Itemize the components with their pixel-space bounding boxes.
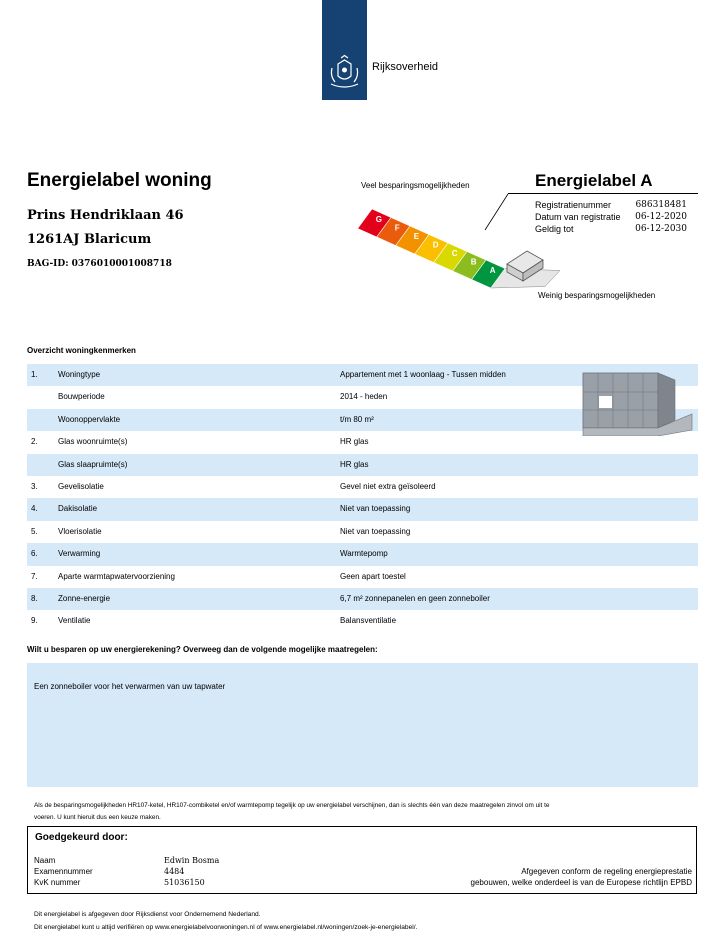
feature-number: 3. (31, 482, 38, 491)
feature-row (27, 454, 698, 476)
feature-name: Aparte warmtapwatervoorziening (58, 571, 175, 581)
feature-row (27, 476, 698, 498)
feature-value: 6,7 m² zonnepanelen en geen zonneboiler (340, 594, 490, 603)
feature-value: Warmtepomp (340, 549, 388, 559)
feature-row (27, 588, 698, 610)
feature-value: Appartement met 1 woonlaag - Tussen midden (340, 370, 506, 379)
approved-title: Goedgekeurd door: (35, 832, 128, 843)
feature-name: Woningtype (58, 370, 101, 379)
feature-name: Bouwperiode (58, 392, 105, 402)
feature-value: Niet van toepassing (340, 504, 411, 514)
feature-row (27, 610, 698, 632)
bag-id: BAG-ID: 0376010001008718 (27, 259, 172, 269)
feature-number: 7. (31, 571, 38, 581)
feature-value: Balansventilatie (340, 616, 397, 626)
reg-value: 06-12-2020 (635, 212, 687, 222)
exam-number-label: Examennummer (34, 867, 93, 876)
feature-value: HR glas (340, 459, 369, 469)
feature-name: Gevelisolatie (58, 482, 104, 491)
feature-number: 8. (31, 594, 38, 603)
feature-name: Dakisolatie (58, 504, 98, 514)
scale-bottom-text: Weinig besparingsmogelijkheden (538, 291, 656, 300)
kvk-number: 51036150 (164, 878, 205, 887)
reg-value: 686318481 (635, 200, 687, 210)
feature-number: 9. (31, 616, 38, 626)
feature-row (27, 543, 698, 565)
conformity-line1: Afgegeven conform de regeling energieprestatie (521, 867, 692, 876)
feature-row (27, 521, 698, 543)
scale-letter-f: F (394, 223, 400, 233)
feature-value: Niet van toepassing (340, 526, 411, 536)
footer-issuer: Dit energielabel is afgegeven door Rijksdienst voor Ondernemend Nederland. (34, 911, 261, 918)
energy-scale-graphic (355, 178, 700, 308)
advice-question: Wilt u besparen op uw energierekening? Overweeg dan de volgende mogelijke maatregelen: (27, 645, 378, 654)
feature-name: Vloerisolatie (58, 526, 102, 536)
reg-key: Geldig tot (535, 224, 574, 234)
reg-value: 06-12-2030 (635, 224, 687, 234)
feature-row (27, 498, 698, 520)
scale-letter-c: C (451, 249, 458, 258)
approver-name-label: Naam (34, 856, 56, 865)
scale-top-text: Veel besparingsmogelijkheden (361, 181, 470, 190)
energy-label-title: Energielabel A (535, 171, 653, 190)
disclaimer-line: Als de besparingsmogelijkheden HR107-ketel, HR107-combiketel en/of warmtepomp tegelijk op uw energielabel verschijnen, dan is slechts één van deze maatregelen zinvol om uit te (34, 802, 550, 809)
feature-name: Glas woonruimte(s) (58, 437, 128, 447)
approver-name: Edwin Bosma (164, 856, 220, 865)
scale-letter-a: A (489, 266, 496, 275)
feature-name: Verwarming (58, 549, 101, 559)
crest-icon (328, 54, 361, 90)
feature-number: 2. (31, 437, 38, 447)
feature-value: t/m 80 m² (340, 414, 374, 424)
feature-name: Woonoppervlakte (58, 414, 121, 424)
feature-number: 6. (31, 549, 38, 559)
address-postal-city: 1261AJ Blaricum (27, 232, 152, 247)
disclaimer (34, 800, 684, 824)
building-icon (580, 370, 695, 436)
org-name: Rijksoverheid (372, 61, 439, 73)
overview-title: Overzicht woningkenmerken (27, 346, 136, 355)
feature-number: 1. (31, 370, 38, 379)
feature-value: Gevel niet extra geïsoleerd (340, 482, 436, 491)
feature-number: 5. (31, 526, 38, 536)
feature-number: 4. (31, 504, 38, 514)
feature-row (27, 566, 698, 588)
reg-key: Datum van registratie (535, 212, 621, 222)
feature-value: Geen apart toestel (340, 571, 406, 581)
address-street: Prins Hendriklaan 46 (27, 208, 184, 223)
conformity-line2: gebouwen, welke onderdeel is van de Europese richtlijn EPBD (470, 878, 692, 887)
scale-letter-b: B (470, 257, 477, 267)
footer-verify: Dit energielabel kunt u altijd verifiëren op www.energielabelvoorwoningen.nl of www.energielabel.nl/woningen/zoek-je-energielabel/. (34, 924, 418, 931)
scale-letter-e: E (413, 232, 420, 241)
advice-item: Een zonneboiler voor het verwarmen van uw tapwater (34, 682, 226, 691)
exam-number: 4484 (164, 867, 185, 876)
reg-key: Registratienummer (535, 200, 612, 210)
label-divider (508, 193, 698, 194)
page-title: Energielabel woning (27, 170, 212, 191)
feature-value: 2014 - heden (340, 392, 388, 402)
disclaimer-line: voeren. U kunt hieruit dus een keuze maken. (34, 814, 161, 821)
scale-letter-d: D (432, 240, 439, 250)
kvk-number-label: KvK nummer (34, 878, 81, 887)
feature-name: Zonne-energie (58, 594, 111, 603)
scale-letter-g: G (375, 215, 383, 224)
feature-name: Ventilatie (58, 616, 91, 626)
feature-name: Glas slaapruimte(s) (58, 459, 128, 469)
feature-value: HR glas (340, 437, 369, 447)
